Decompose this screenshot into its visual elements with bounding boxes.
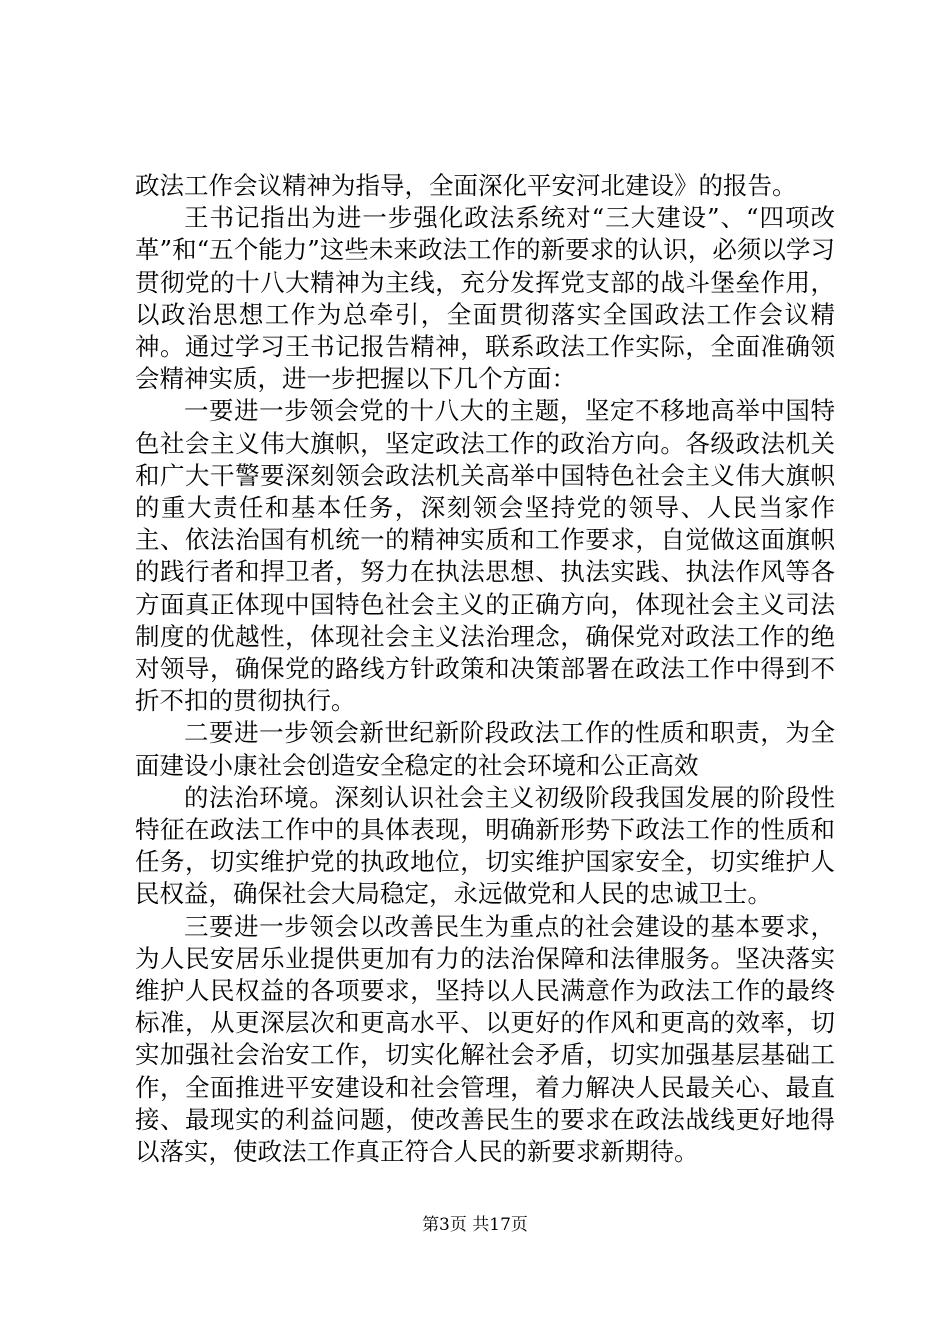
- page-number-label: 第3页 共17页: [422, 1215, 528, 1235]
- paragraph-continuation: 政法工作会议精神为指导，全面深化平安河北建设》的报告。: [135, 171, 797, 200]
- paragraph-point-two: 二要进一步领会新世纪新阶段政法工作的性质和职责，为全面建设小康社会创造安全稳定的社会环境和公正高效: [135, 718, 835, 780]
- paragraph-point-two-continued: 的法治环境。深刻认识社会主义初级阶段我国发展的阶段性特征在政法工作中的具体表现，明确新形势下政法工作的性质和任务，切实维护党的执政地位，切实维护国家安全，切实维护人民权益，确保社会大局稳定，永远做党和人民的忠诚卫士。: [135, 782, 835, 909]
- document-body: [135, 170, 835, 1168]
- paragraph-intro: 王书记指出为进一步强化政法系统对“三大建设”、“四项改革”和“五个能力”这些未来政法工作的新要求的认识，必须以学习贯彻党的十八大精神为主线，充分发挥党支部的战斗堡垒作用，以政治思想工作为总牵引，全面贯彻落实全国政法工作会议精神。通过学习王书记报告精神，联系政法工作实际，全面准确领会精神实质，进一步把握以下几个方面：: [135, 203, 835, 394]
- page-footer: [0, 1213, 950, 1237]
- paragraph-point-three: 三要进一步领会以改善民生为重点的社会建设的基本要求，为人民安居乐业提供更加有力的法治保障和法律服务。坚决落实维护人民权益的各项要求，坚持以人民满意作为政法工作的最终标准，从更深层次和更高水平、以更好的作风和更高的效率，切实加强社会治安工作，切实化解社会矛盾，切实加强基层基础工作，全面推进平安建设和社会管理，着力解决人民最关心、最直接、最现实的利益问题，使改善民生的要求在政法战线更好地得以落实，使政法工作真正符合人民的新要求新期待。: [135, 911, 835, 1167]
- paragraph-point-one: 一要进一步领会党的十八大的主题，坚定不移地高举中国特色社会主义伟大旗帜，坚定政法工作的政治方向。各级政法机关和广大干警要深刻领会政法机关高举中国特色社会主义伟大旗帜的重大责任和基本任务，深刻领会坚持党的领导、人民当家作主、依法治国有机统一的精神实质和工作要求，自觉做这面旗帜的践行者和捍卫者，努力在执法思想、执法实践、执法作风等各方面真正体现中国特色社会主义的正确方向，体现社会主义司法制度的优越性，体现社会主义法治理念，确保党对政法工作的绝对领导，确保党的路线方针政策和决策部署在政法工作中得到不折不扣的贯彻执行。: [135, 396, 835, 716]
